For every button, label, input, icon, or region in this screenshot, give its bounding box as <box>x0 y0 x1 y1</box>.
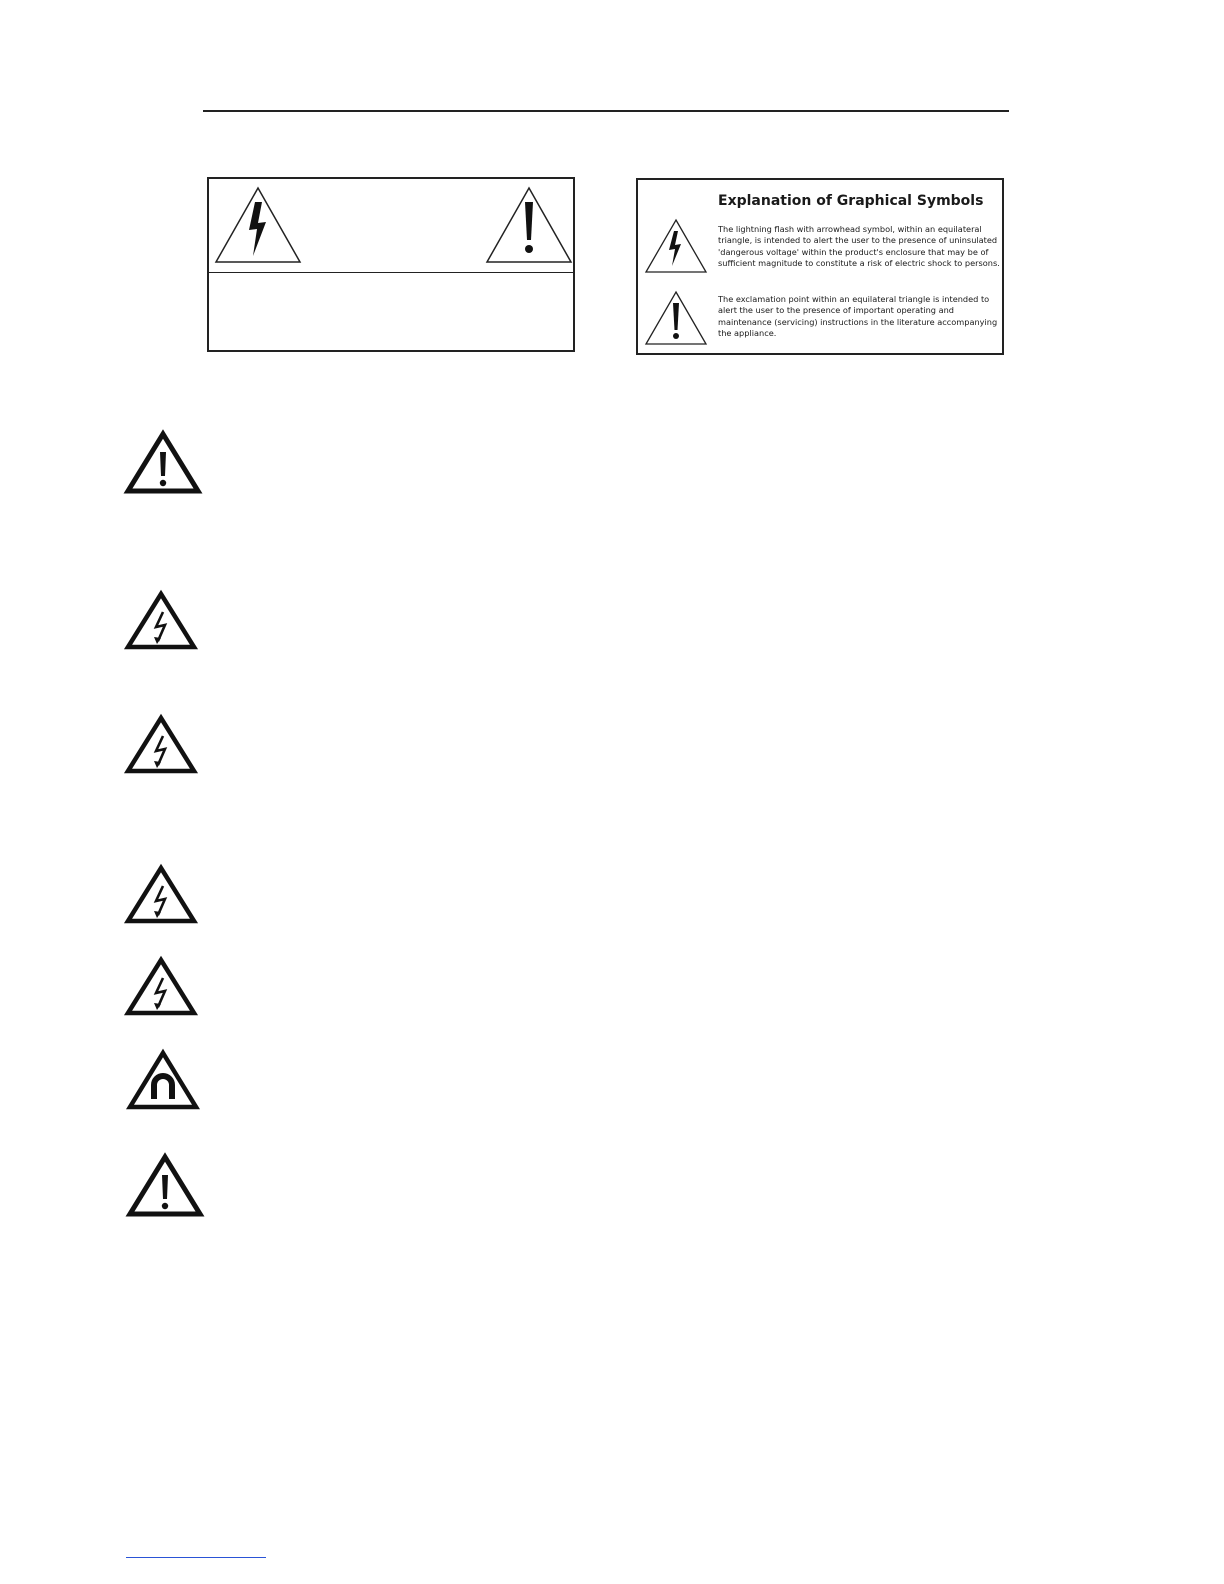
electric-shock-warning-icon <box>125 714 197 774</box>
footer-link-underline[interactable] <box>126 1557 266 1558</box>
exclamation-explanation-text: The exclamation point within an equilateral triangle is intended to alert the user to the presence of important operating and maintenance (servicing) instructions in the literature accompanying the appliance. <box>718 294 998 338</box>
exclamation-warning-icon <box>127 1153 203 1217</box>
symbol-explanation-box <box>636 178 1004 355</box>
explanation-title: Explanation of Graphical Symbols <box>718 193 984 209</box>
label-divider <box>209 272 573 273</box>
header-rule <box>203 110 1009 112</box>
magnet-warning-icon <box>127 1049 199 1111</box>
exclamation-warning-icon <box>485 186 573 264</box>
lightning-explanation-text: The lightning flash with arrowhead symbol, within an equilateral triangle, is intended to alert the user to the presence of uninsulated 'dangerous voltage' within the product's enclosure that may be of sufficient magnitude to constitute a risk of electric shock to persons. <box>718 224 1000 268</box>
exclamation-warning-icon <box>644 290 708 346</box>
electric-shock-warning-icon <box>125 590 197 650</box>
exclamation-warning-icon <box>125 430 201 494</box>
electric-shock-warning-icon <box>125 956 197 1016</box>
warning-label-box <box>207 177 575 352</box>
lightning-warning-icon <box>644 218 708 274</box>
lightning-warning-icon <box>214 186 302 264</box>
electric-shock-warning-icon <box>125 864 197 924</box>
